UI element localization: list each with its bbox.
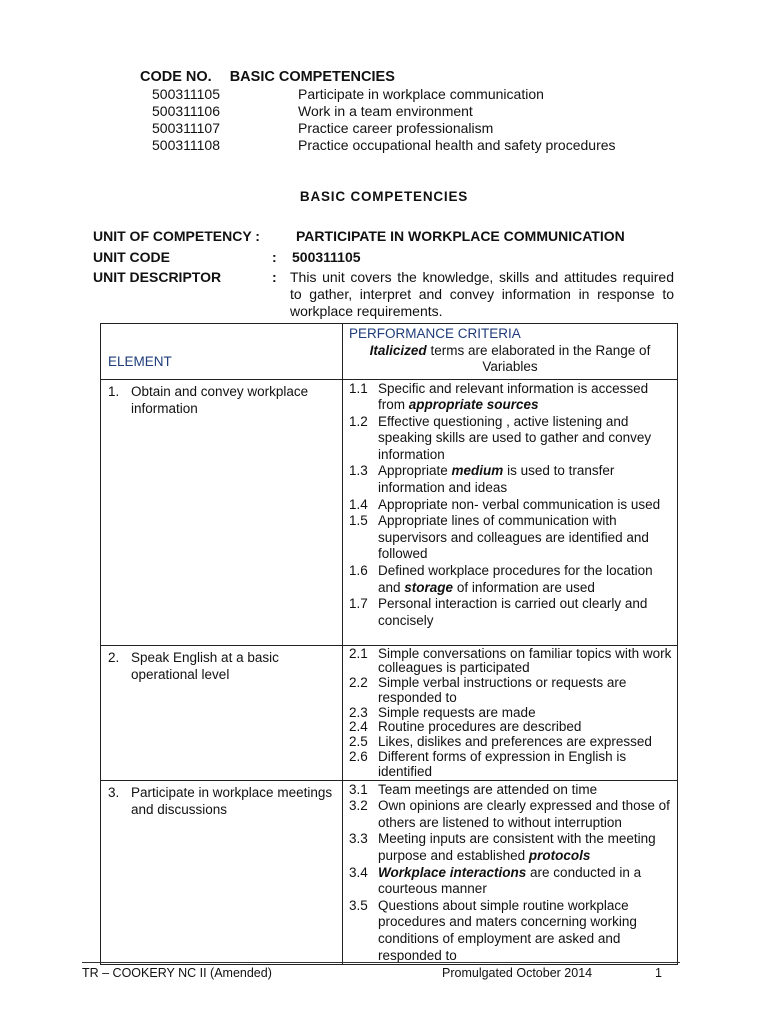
criterion-text: Appropriate medium is used to transfer information and ideas [378,463,615,496]
element-number: 2. [108,649,120,665]
criterion [343,563,677,596]
unit-code-colon: : [272,249,277,265]
criterion-number: 3.1 [349,781,368,797]
criterion-number: 2.5 [349,734,368,750]
unit-code-value: 500311105 [292,249,361,265]
criteria-cell [343,379,678,645]
element-header: ELEMENT [101,324,343,380]
code-value: 500311107 [152,120,220,136]
code-row [140,137,700,154]
table-row [101,780,678,965]
code-value: 500311106 [152,103,220,119]
criterion-number: 2.4 [349,719,368,735]
unit-code-label: UNIT CODE [93,249,170,265]
element-name: Participate in workplace meetings and discussions [131,784,333,817]
criterion-number: 3.2 [349,798,368,814]
code-list [140,69,700,154]
criterion [343,720,677,735]
criterion [343,596,677,629]
performance-criteria-subtitle [347,343,673,376]
page-number: 1 [655,966,662,980]
criterion-text: Routine procedures are described [378,719,582,735]
criteria-cell [343,645,678,780]
criterion-number: 2.1 [349,645,368,661]
criterion-text: Defined workplace procedures for the location and storage of information are used [378,563,653,595]
criterion [343,513,677,563]
criterion-text: Effective questioning , active listening and speaking skills are used to gather and convey information [378,413,652,462]
code-row [140,120,700,137]
criterion-text: Simple conversations on familiar topics with work colleagues is participated [378,645,672,676]
performance-criteria-title: PERFORMANCE CRITERIA [349,326,521,341]
code-value: 500311105 [152,86,220,102]
criterion-number: 2.6 [349,749,368,765]
element-name: Speak English at a basic operational level [131,649,279,682]
competency-table [100,323,678,965]
criterion [343,381,677,414]
criterion [343,798,677,831]
footer-divider [82,962,680,963]
footer-promulgated: Promulgated October 2014 [442,966,593,980]
element-cell [101,379,343,645]
unit-of-competency-label: UNIT OF COMPETENCY : [93,228,260,244]
criterion-text: Own opinions are clearly expressed and those of others are listened to without interruption [378,798,670,830]
code-name: Practice occupational health and safety procedures [298,137,616,153]
unit-of-competency-value: PARTICIPATE IN WORKPLACE COMMUNICATION [296,228,625,244]
criterion [343,735,677,750]
criterion-text: Meeting inputs are consistent with the meeting purpose and established protocols [378,831,656,864]
criterion-text: Simple requests are made [378,704,536,720]
italicized-word: Italicized [369,342,427,358]
criterion-text: Appropriate non- verbal communication is used [378,496,661,512]
unit-descriptor-label: UNIT DESCRIPTOR [93,269,222,285]
footer-title: TR – COOKERY NC II (Amended) [82,966,272,980]
code-list-header [140,69,700,86]
code-value: 500311108 [152,137,220,153]
code-row [140,103,700,120]
criterion-text: Different forms of expression in English is identified [378,749,627,779]
criterion-text: Specific and relevant information is accessed from appropriate sources [378,380,649,413]
criterion-text: Workplace interactions are conducted in a courteous manner [378,864,642,897]
subtitle-rest: terms are elaborated in the Range of Variables [426,342,651,374]
criterion [343,865,677,898]
criterion [343,647,677,677]
criterion-text: Simple verbal instructions or requests are responded to [378,675,627,705]
element-number: 1. [108,383,120,399]
criterion [343,782,677,799]
criterion-text: Appropriate lines of communication with supervisors and colleagues are identified and followed [378,513,649,562]
criterion-number: 3.4 [349,864,368,880]
criterion-number: 1.1 [349,380,368,396]
criterion [343,706,677,721]
criterion-number: 1.2 [349,413,368,429]
element-cell [101,780,343,965]
criterion-text: Likes, dislikes and preferences are expressed [378,734,652,750]
criterion-number: 2.2 [349,675,368,691]
criterion-text: Personal interaction is carried out clearly and concisely [378,596,648,628]
table-row [101,379,678,645]
criterion-number: 2.3 [349,704,368,720]
criterion-number: 1.5 [349,513,368,529]
criterion-number: 3.3 [349,831,368,847]
element-number: 3. [108,784,120,800]
unit-descriptor-colon: : [272,269,277,285]
criterion-number: 1.7 [349,596,368,612]
criterion [343,497,677,514]
basic-competencies-header: BASIC COMPETENCIES [229,69,395,85]
criterion [343,676,677,706]
criterion-number: 3.5 [349,897,368,913]
table-header-row [101,324,678,380]
table-row [101,645,678,780]
code-name: Practice career professionalism [298,120,494,136]
section-title: BASIC COMPETENCIES [299,189,469,204]
criterion [343,750,677,780]
criterion [343,414,677,464]
criterion [343,898,677,964]
code-name: Work in a team environment [298,103,473,119]
criterion-number: 1.4 [349,496,368,512]
criterion-number: 1.3 [349,463,368,479]
code-row [140,86,700,103]
criterion [343,831,677,864]
performance-criteria-header [343,324,678,380]
unit-descriptor-text: This unit covers the knowledge, skills and attitudes required to gather, interpret and convey information in response to workplace requirements. [290,269,674,319]
code-no-header: CODE NO. [140,69,212,85]
criterion [343,463,677,496]
criterion-text: Questions about simple routine workplace procedures and maters concerning working conditions of employment are asked and responded to [378,897,637,963]
criterion-text: Team meetings are attended on time [378,781,598,797]
element-cell [101,645,343,780]
criterion-number: 1.6 [349,563,368,579]
code-name: Participate in workplace communication [298,86,544,102]
criteria-cell [343,780,678,965]
element-name: Obtain and convey workplace information [131,383,309,416]
